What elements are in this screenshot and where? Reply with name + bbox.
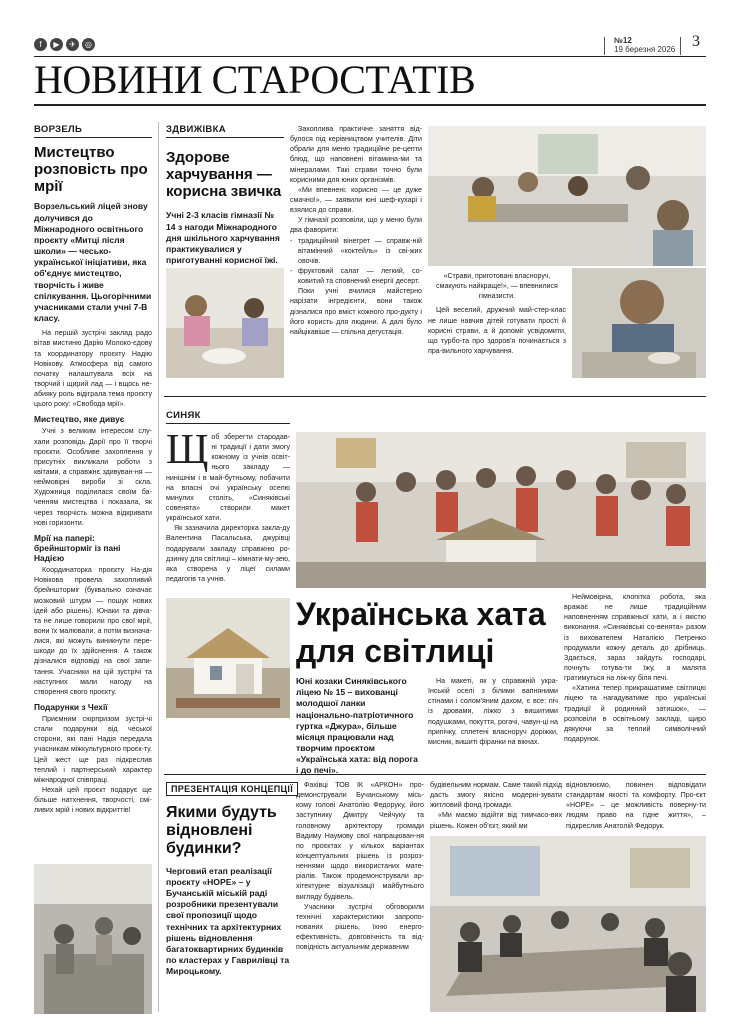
- paragraph: На макеті, як у справжній укра-їнській оселі з білими вапняними стінами і солом'яним дахом, є все: піч із дровами, ліжко з вишитими подушками, покуття, рогачі, чавун-ці на припічку, сплетені власноруч доріжки, мисник, вишиті фіранки на вікнах.: [428, 677, 558, 746]
- paragraph: Фахівці ТОВ ІК «АРКОН» про-демонстрували Бучанському місь-кому голові Анатолію Федоруку, його заступнику Дмитру Чейчуку та головному архітектору громади Вадиму Наумову свої напрацюван-ня по проєктах у кількох варіантах концептуальних рішень із розроз-неннями щодо використаних мате-ріалів. Також продемонстрували ар-хітектурне візуалізації майбутнього вигляду будівель.: [296, 781, 424, 901]
- synyak-headline-block: [296, 596, 556, 670]
- photo-boy-cutting: [572, 268, 706, 378]
- paragraph: відновлюємо, повинен відповідати стандартам якості та комфорту. Про-єкт «НОРЕ» – це можливість поверну-ти людям право на гідне життя», – підкреслив Анатолій Федорук.: [566, 781, 706, 830]
- paragraph: Учні з великим інтересом слу-хали розповідь Дарії про її творчі проєкти. Особливе захоплення у присутніх викликали роботи з квітами, а справжнє здивуван-ня — неймовірні вироби зі скла. Художниця поділилася своїм ба-ченням мистецтва і показала, як через творчість можна відкривати нові горизонти.: [34, 427, 152, 527]
- caption-block: [428, 272, 566, 356]
- section-rule: [164, 774, 706, 775]
- page-number: 3: [692, 33, 700, 50]
- synyak-text-col: [428, 676, 558, 747]
- article-lead: Учні 2-3 класів гімназії № 14 з нагоди Міжнародного дня шкільного харчування практикувалися у приготуванні корисної їжі.: [166, 210, 280, 266]
- subheading: Мрії на папері: брейншторміг із пані Надією: [34, 532, 121, 564]
- paragraph: Нехай цей проєкт подарує ще більше натхнення, творчості, смі-ливих мрій і нових відкриттів!: [34, 786, 152, 815]
- article-headline[interactable]: Здорове харчування — корисна звичка: [166, 149, 282, 200]
- paragraph: Неймовірна, клопітка робота, яка вражає не лише традиційним наповненням справжньої хати, а і якістю виконання. «Синяківські со-венята» разом із вихователем Наталією Петренко продумали кожну деталь до дрібниць. Здається, зараз зайдуть господарі, почнуть готува-ти їжу, а малята гратимуться на ліж-ку біля печі.: [564, 593, 706, 683]
- photo-vorzel-workshop: [34, 864, 152, 1014]
- page-title: НОВИНИ СТАРОСТАТІВ: [34, 57, 476, 102]
- section-label: ВОРЗЕЛЬ: [34, 124, 152, 138]
- paragraph: Цей веселий, дружний май-стер-клас не лише навчив дітей готувати прості й корисні страви, а й допоміг усвідомити, що турбо-та про здоров'я починається з пра-вильного харчування.: [428, 306, 566, 355]
- bullet-text: традиційний вінегрет — справж-ній вітамінний «коктейль» із сві-жих овочів.: [298, 236, 422, 265]
- article-concept: [166, 804, 290, 977]
- paragraph: будівельним нормам. Саме такий підхід дасть змогу якісно модерні-зувати житловий фонд громади.: [430, 781, 562, 810]
- photo-group-with-model: [296, 432, 706, 588]
- concept-text-col: [296, 780, 424, 952]
- article-headline[interactable]: Якими будуть відновлені будинки?: [166, 804, 277, 857]
- social-icons: [34, 38, 95, 51]
- section-rule: [164, 396, 706, 397]
- instagram-icon[interactable]: ◎: [82, 38, 95, 51]
- section-label: ПРЕЗЕНТАЦІЯ КОНЦЕПЦІЇ: [166, 782, 298, 796]
- issue-date: 19 березня 2026: [614, 45, 676, 54]
- paragraph: Захоплива практичне заняття від-булося під керівництвом учителів. Діти обрали для меню традиційне ре-цепти блюд, що наповнені вітамина-ми та мінералами. Такі страви точно були корисними для юних організмів.: [290, 125, 422, 184]
- article-lead: Ворзельський ліцей знову долучився до Міжнародного освітнього проєкту «Митці після школи» — чесько-української ініціативи, яка об'єднує мистецтво, творчість і живе спілкування. Цьогорічними учасниками стали учні 7-В класу.: [34, 201, 152, 324]
- issue-info: [614, 36, 675, 54]
- paragraph-text: об зберегти стародав-ні традиції і дати змогу кожному із учнів освіт-нього закладу — нинішнім і в май-бутньому, побачити на власні очі українську оселю минулих століть, «Синяківські совенята» створили макет української хати.: [166, 433, 290, 523]
- article-zdvyzhivka: [166, 124, 284, 266]
- paragraph: Поки учні вчилися майстерно нарізати інгредієнти, вони також дізналися про вміст кожного про-дукту і його користь для людини. А далі було найцікавіше — спільна дегустація.: [290, 287, 422, 336]
- article-synyak: [166, 410, 290, 584]
- paragraph: «Ми впевнені: корисно — це дуже смачно!», — заявили юні шеф-кухарі і взялися до справи.: [290, 185, 422, 215]
- facebook-icon[interactable]: f: [34, 38, 47, 51]
- synyak-lead-block: [296, 676, 420, 777]
- paragraph: Координаторка проєкту На-дія Новікова провела захопливий брейншторміг (буквально означає мозковий штурм — пошук нових ідей або рішень). Юнаки та дівча-та не лише говорили про свої мрії, вони їх малювали, а потім визнача-лися, які можуть виникнути пере-шкоди до їх здійснення. А також дізналися відповіді на свої запи-тання. Учасники на цій зустрічі та наступних мали нагоду на створення свого проєкту.: [34, 566, 152, 696]
- paragraph: [166, 427, 290, 523]
- photo-classroom-tables: [428, 126, 706, 266]
- bullet-item: - фруктовий салат — легкий, со-ковитий та сповнений енергії десерт.: [290, 266, 422, 286]
- divider: [680, 37, 681, 55]
- youtube-icon[interactable]: ▶: [50, 38, 63, 51]
- photo-hut-model: [166, 598, 290, 718]
- article-zdvyzhivka-text: [290, 124, 422, 337]
- article-headline[interactable]: Мистецтво розповість про мрії: [34, 144, 148, 195]
- subheading: Мистецтво, яке дивує: [34, 414, 125, 425]
- paragraph: «Ми маємо відійти від тимчасо-вих рішень. Кожен об'єкт, який ми: [430, 811, 562, 830]
- article-lead: Юні козаки Синяківського ліцею № 15 – вихованці молодшої ланки національно-патріотичного гуртка «Джура», більше місяця працювали над творчим проєктом «Українська хата: від порога і до печі».: [296, 676, 418, 776]
- column-divider: [158, 122, 159, 1012]
- article-lead: Черговий етап реалізації проєкту «НОРЕ» – у Бучанській міській раді розробники презентували свої пропозиції щодо технічних та архітектурних рішень відновлення багатоквартирних будинків по кластерах у Гаврилівці та Мироцькому.: [166, 865, 290, 977]
- photo-children-cooking: [166, 268, 284, 378]
- paragraph: Учасники зустрічі обговорили технічні характеристики запропо-нованих рішень, їхню енерго-ефективність, довговічність та від-повідність актуальним державним: [296, 902, 424, 952]
- article-vorzel: [34, 124, 152, 815]
- title-rule: [34, 104, 706, 106]
- divider: [604, 37, 605, 55]
- bullet-item: - традиційний вінегрет — справж-ній вітамінний «коктейль» із сві-жих овочів.: [290, 236, 422, 265]
- telegram-icon[interactable]: ✈: [66, 38, 79, 51]
- subheading: Подарунки з Чехії: [34, 701, 108, 712]
- synyak-text-col-right: [564, 592, 706, 744]
- section-label: СИНЯК: [166, 410, 290, 424]
- drop-cap: Щ: [166, 427, 209, 473]
- paragraph: У гімназії розповіли, що у меню були два фаворити:: [290, 216, 422, 235]
- issue-number: №12: [614, 36, 632, 45]
- article-headline[interactable]: Українська хата для світлиці: [296, 596, 546, 669]
- bullet-text: фруктовий салат — легкий, со-ковитий та сповнений енергії десерт.: [298, 266, 422, 286]
- paragraph: На першій зустрічі заклад радо вітав мистиню Дарію Молоко-єдову та координатору проєкту Надію Новікову. Атмосфера від самого початку налаштувала всіх на творчий і щирий лад — і вщось не-абияку роль відіграла тема проєкту цього року: «Свобода мрії».: [34, 329, 152, 409]
- paragraph: «Хатина тепер прикрашатиме світлицю ліцею та нагадуватиме про українські традиції й родинний затишок», — розповіли в освітньому закладі, щиро дякуючи за теплий символічний подарунок.: [564, 684, 706, 743]
- concept-text-col2: [430, 780, 562, 831]
- concept-text-col3: [566, 780, 706, 831]
- paragraph: Як зазначила директорка закла-ду Валентина Пасальська, джурівці подарували закладу справжню ро-дзинку для світлиці – кімнати-му-зею, яка створена у ліцеї силами педагогів та учнів.: [166, 524, 290, 583]
- photo-meeting-room: [430, 836, 706, 1012]
- paragraph: Приємним сюрпризом зустрі-чі стали подарунки від чеської сторони, які пані Надія передала учасникам міжкультурного проєк-ту. Цей жест ще раз підкреслив теплий і партнерський характер міжнародної співпраці.: [34, 715, 152, 784]
- photo-caption: «Страви, приготовані власноруч, смакують найкраще!», — впевнилися гімназисти.: [436, 273, 558, 300]
- section-label: ЗДВИЖІВКА: [166, 124, 284, 138]
